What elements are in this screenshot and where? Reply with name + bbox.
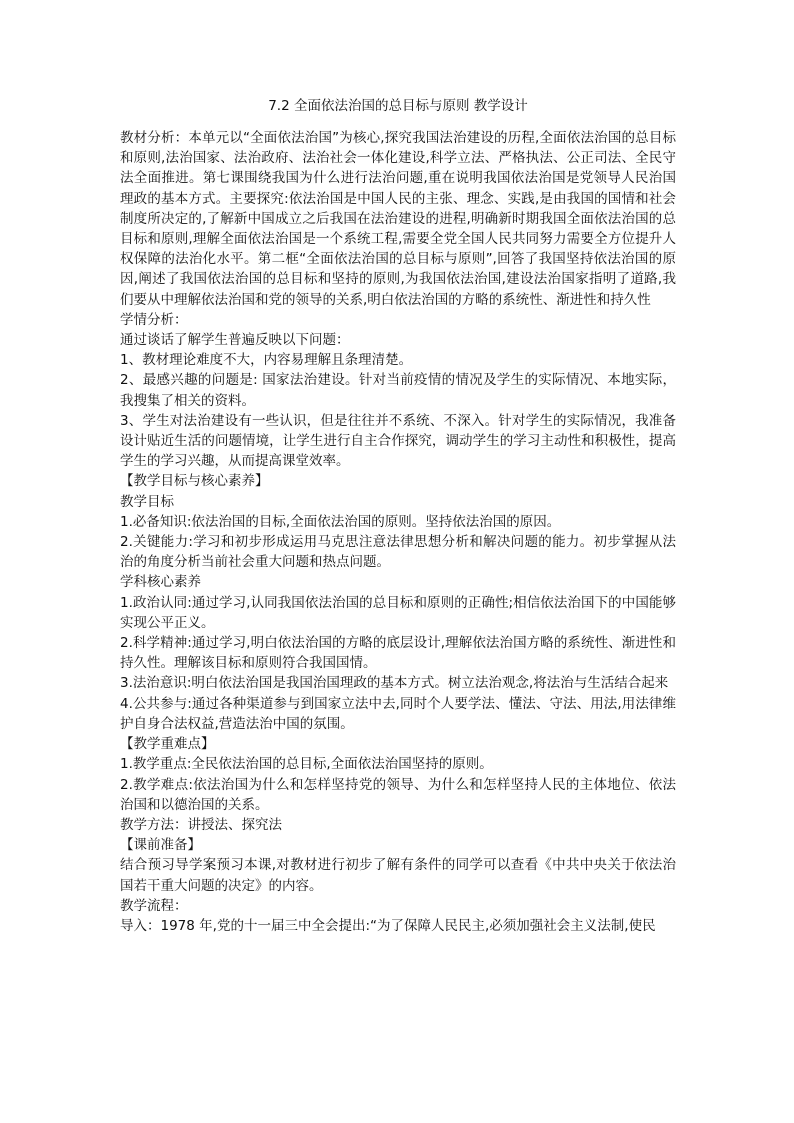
paragraph-textbook-analysis: 教材分析：本单元以“全面依法治国”为核心,探究我国法治建设的历程,全面依法治国的总目标和原则,法治国家、法治政府、法治社会一体化建设,科学立法、严格执法、公正司法、全民守法全面推进。第七课围绕我国为什么进行法治问题,重在说明我国依法治国是党领导人民治国理政的基本方式。主要探究:依法治国是中国人民的主张、理念、实践,是由我国的国情和社会制度所决定的,了解新中国成立之后我国在法治建设的进程,明确新时期我国全面依法治国的总目标和原则,理解全面依法治国是一个系统工程,需要全党全国人民共同努力需要全方位提升人权保障的法治化水平。第二框“全面依法治国的总目标与原则”,回答了我国坚持依法治国的原因,阐述了我国依法治国的总目标和坚持的原则,为我国依法治国,建设法治国家指明了道路,我们要从中理解依法治国和党的领导的关系,明白依法治国的方略的系统性、渐进性和持久性 [120, 130, 676, 308]
subheading-core-literacy: 学科核心素养 [120, 574, 201, 591]
literacy-item-1: 1.政治认同:通过学习,认同我国依法治国的总目标和原则的正确性;相信依法治国下的中国能够实现公平正义。 [120, 594, 676, 631]
section-heading-key-points: 【教学重难点】 [120, 736, 215, 753]
goal-item-1: 1.必备知识:依法治国的目标,全面依法治国的原则。坚持依法治国的原因。 [120, 513, 561, 530]
paragraph-student-point-2: 2、最感兴趣的问题是: 国家法治建设。针对当前疫情的情况及学生的实际情况、本地实际，我搜集了相关的资料。 [120, 372, 676, 409]
literacy-item-3: 3.法治意识:明白依法治国是我国治国理政的基本方式。树立法治观念,将法治与生活结合起来 [120, 675, 669, 692]
subheading-teaching-goals: 教学目标 [120, 493, 174, 510]
paragraph-student-point-3: 3、学生对法治建设有一些认识，但是往往并不系统、不深入。针对学生的实际情况，我准备设计贴近生活的问题情境，让学生进行自主合作探究，调动学生的学习主动性和积极性，提高学生的学习兴趣，从而提高课堂效率。 [120, 412, 676, 470]
paragraph-process-heading: 教学流程： [120, 897, 188, 914]
section-heading-preparation: 【课前准备】 [120, 837, 201, 854]
paragraph-teaching-methods: 教学方法：讲授法、探究法 [120, 816, 282, 833]
paragraph-preparation: 结合预习导学案预习本课,对教材进行初步了解有条件的同学可以查看《中共中央关于依法治国若干重大问题的决定》的内容。 [120, 857, 676, 894]
goal-item-2: 2.关键能力:学习和初步形成运用马克思注意法律思想分析和解决问题的能力。初步掌握从法治的角度分析当前社会重大问题和热点问题。 [120, 534, 676, 571]
paragraph-student-point-1: 1、教材理论难度不大，内容易理解且条理清楚。 [120, 352, 413, 369]
section-heading-goals: 【教学目标与核心素养】 [120, 473, 269, 490]
key-point-item-2: 2.教学难点:依法治国为什么和怎样坚持党的领导、为什么和怎样坚持人民的主体地位、依法治国和以德治国的关系。 [120, 776, 676, 813]
literacy-item-2: 2.科学精神:通过学习,明白依法治国的方略的底层设计,理解依法治国方略的系统性、渐进性和持久性。理解该目标和原则符合我国国情。 [120, 635, 676, 672]
document-page [120, 96, 676, 936]
document-title: 7.2 全面依法治国的总目标与原则 教学设计 [268, 98, 528, 114]
literacy-item-4: 4.公共参与:通过各种渠道参与到国家立法中去,同时个人要学法、懂法、守法、用法,用法律维护自身合法权益,营造法治中国的氛围。 [120, 695, 676, 732]
key-point-item-1: 1.教学重点:全民依法治国的总目标,全面依法治国坚持的原则。 [120, 756, 493, 773]
paragraph-student-analysis-intro: 通过谈话了解学生普遍反映以下问题： [120, 332, 350, 349]
paragraph-introduction: 导入：1978 年,党的十一届三中全会提出:“为了保障人民民主,必须加强社会主义法制,使民 [120, 917, 656, 934]
paragraph-student-analysis-heading: 学情分析： [120, 311, 188, 328]
